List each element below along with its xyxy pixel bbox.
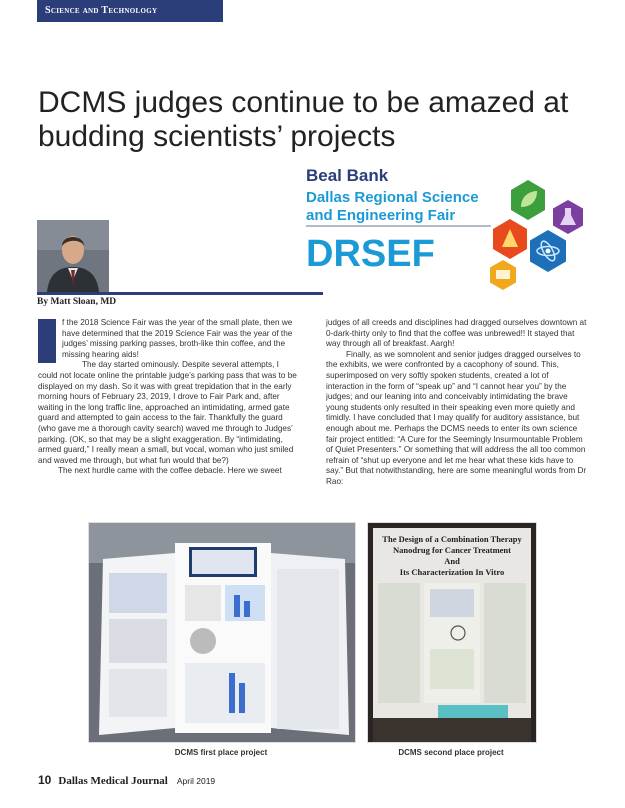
paragraph: judges of all creeds and disciplines had dragged ourselves downtown at 0-dark-thirty only to find that the coffee was unbrewed!! It stayed that way through all of breakfast. Aargh! xyxy=(326,318,587,349)
laptop-hex-icon xyxy=(490,260,516,290)
leaf-hex-icon xyxy=(511,180,545,220)
first-place-project-photo xyxy=(88,522,356,743)
logo-line-3: and Engineering Fair xyxy=(306,207,456,224)
logo-line-2: Dallas Regional Science xyxy=(306,189,479,206)
flask-hex-icon xyxy=(553,200,583,234)
article-column-right xyxy=(326,318,587,488)
byline-rule xyxy=(37,292,323,295)
article-column-left xyxy=(38,318,299,477)
rocket-hex-icon xyxy=(493,219,527,259)
paragraph: The day started ominously. Despite several attempts, I could not locate online the printable judge’s parking pass that was to be displayed on my dash. So it was with great trepidation that in the early morning hours of February 23, 2019, I drove to Fair Park and, after waiting in the long traffic line, approached an intimidating, armed gate guard and attempted to gain access to the fair. Thankfully the guard (who gave me a thorough cavity search) waved me through to Judges’ parking. (OK, so that may be a slight exaggeration. By “intimidating, armed guard,” I really mean a small, but vocal, woman who just smiled and waved me through, but what fun would that be?) xyxy=(38,360,297,465)
issue-date: April 2019 xyxy=(176,776,216,786)
byline: By Matt Sloan, MD xyxy=(37,297,117,307)
page-footer xyxy=(38,773,215,787)
logo-beal-bank: Beal Bank xyxy=(306,166,389,185)
paragraph: f the 2018 Science Fair was the year of the small plate, then we have determined that the 2019 Science Fair was the year of the judges’ missing parking passes, broth-like thin coffee, and the missing hearing aids! xyxy=(62,318,293,359)
section-tag: Science and Technology xyxy=(37,0,223,22)
poster-title-line-3: And xyxy=(444,556,460,566)
poster-title-line-2: Nanodrug for Cancer Treatment xyxy=(393,545,511,555)
second-place-project-photo xyxy=(367,522,537,743)
paragraph: Finally, as we somnolent and senior judges dragged ourselves to the exhibits, we were confronted by a cacophony of sound. This, superimposed on very softly spoken students, created a lot of interaction in the form of “speak up” and “I cannot hear you” by the judges; and our leaning into and conceivably intimidating the brave young students only resulted in their speaking even more quietly and timidly. I have concluded that I may qualify for auditory assistance, but enough about me. Perhaps the DCMS needs to enter its own science fair project entitled: “A Cure for the Seemingly Insurmountable Problem of Quiet Presenters.” Or something that will address the all too common refrain of “shut up everyone and let me hear what these kids have to say.” But that notwithstanding, here are some meaningful words from Dr Rao: xyxy=(326,349,587,486)
atom-hex-icon xyxy=(530,230,566,272)
paragraph: The next hurdle came with the coffee debacle. Here we sweet xyxy=(58,466,282,476)
first-place-caption: DCMS first place project xyxy=(174,748,268,757)
poster-title-line-4: Its Characterization In Vitro xyxy=(399,567,505,577)
second-place-caption: DCMS second place project xyxy=(398,748,504,757)
author-photo xyxy=(37,220,109,292)
logo-drsef: DRSEF xyxy=(306,233,435,275)
page-number: 10 xyxy=(38,773,52,787)
headline: DCMS judges continue to be amazed at budding scientists’ projects xyxy=(38,86,569,153)
publication-name: Dallas Medical Journal xyxy=(58,775,168,787)
drsef-logo xyxy=(296,163,594,291)
drop-cap xyxy=(38,319,56,363)
poster-title-line-1: The Design of a Combination Therapy xyxy=(382,534,522,544)
